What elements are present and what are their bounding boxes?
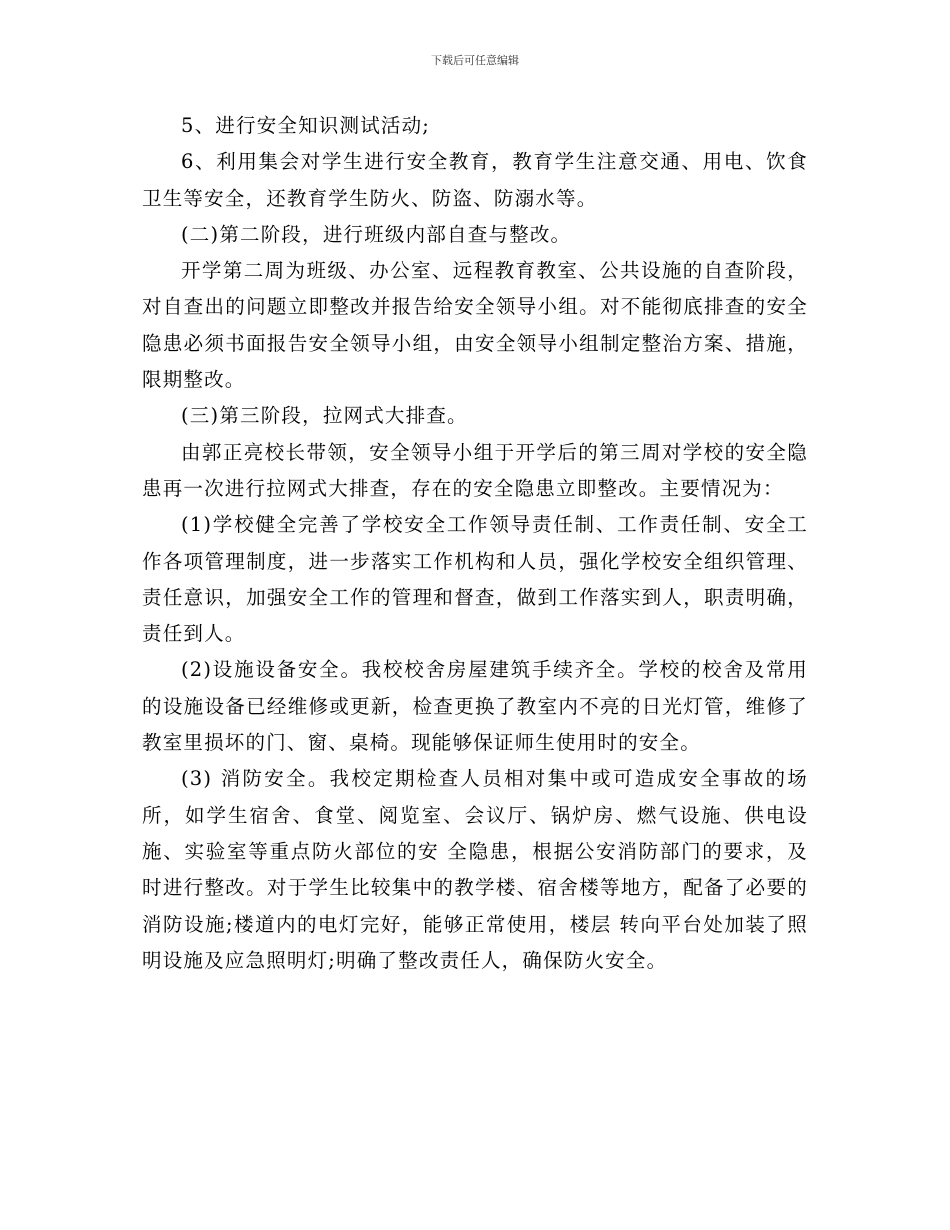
page-header: 下载后可任意编辑 [431, 54, 519, 67]
paragraph-item-6: 6、利用集会对学生进行安全教育，教育学生注意交通、用电、饮食卫生等安全，还教育学生防火、防盗、防溺水等。 [142, 150, 808, 210]
paragraph-item-5: 5、进行安全知识测试活动; [181, 114, 431, 137]
section-heading-stage-2: (二)第二阶段，进行班级内部自查与整改。 [181, 222, 572, 246]
paragraph-stage-2-body: 开学第二周为班级、办公室、远程教育教室、公共设施的自查阶段，对自查出的问题立即整改并报告给安全领导小组。对不能彻底排查的安全隐患必须书面报告安全领导小组，由安全领导小组制定整治方案、措施，限期整改。 [142, 259, 808, 392]
paragraph-point-2: (2)设施设备安全。我校校舍房屋建筑手续齐全。学校的校舍及常用的设施设备已经维修或更新，检查更换了教室内不亮的日光灯管，维修了教室里损坏的门、窗、桌椅。现能够保证师生使用时的安全。 [142, 658, 808, 755]
paragraph-point-3: (3) 消防安全。我校定期检查人员相对集中或可造成安全事故的场所，如学生宿舍、食堂、阅览室、会议厅、锅炉房、燃气设施、供电设施、实验室等重点防火部位的安 全隐患，根据公安消防部门的要求，及时进行整改。对于学生比较集中的教学楼、宿舍楼等地方，配备了必要的消防设施;楼道内的电灯完好，能够正常使用，楼层 转向平台处加装了照明设施及应急照明灯;明确了整改责任人，确保防火安全。 [142, 767, 808, 972]
document-body [142, 108, 808, 979]
section-heading-stage-3: (三)第三阶段，拉网式大排查。 [181, 404, 468, 428]
paragraph-point-1: (1)学校健全完善了学校安全工作领导责任制、工作责任制、安全工作各项管理制度，进一步落实工作机构和人员，强化学校安全组织管理、责任意识，加强安全工作的管理和督查，做到工作落实到人，职责明确，责任到人。 [142, 513, 808, 646]
paragraph-stage-3-intro: 由郭正亮校长带领，安全领导小组于开学后的第三周对学校的安全隐患再一次进行拉网式大排查，存在的安全隐患立即整改。主要情况为： [142, 440, 808, 500]
